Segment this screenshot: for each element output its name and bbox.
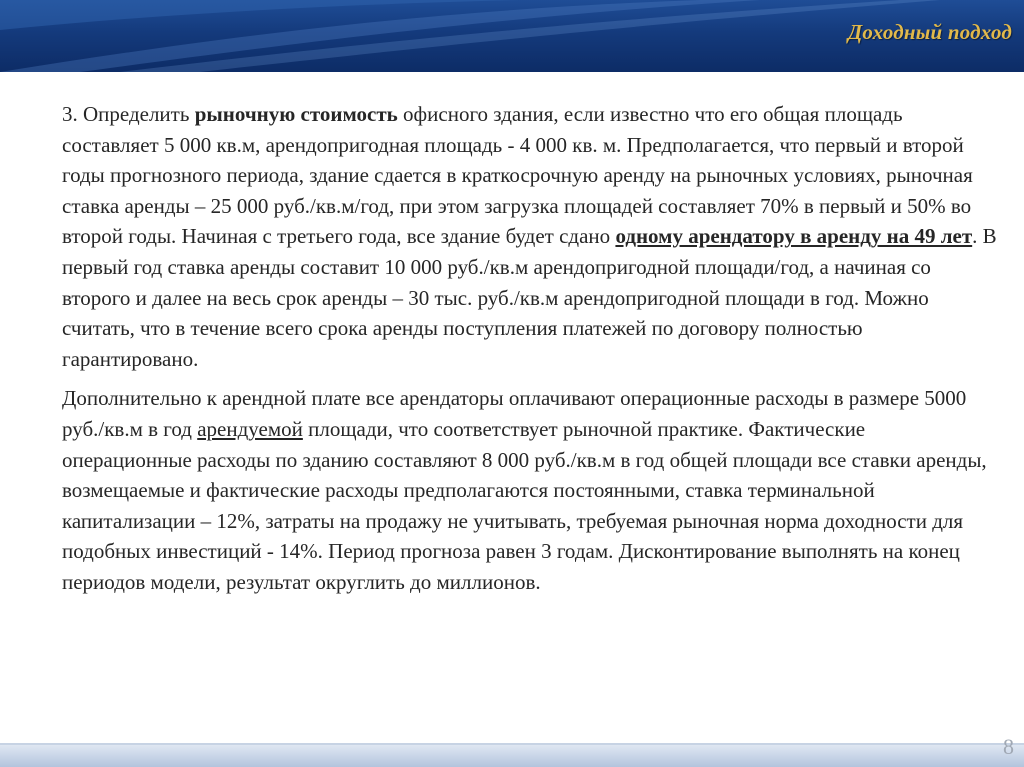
underlined-word-rented: арендуемой xyxy=(197,416,303,441)
paragraph-text: офисного здания, если известно что его общая площадь составляет 5 000 кв.м, арендопригодная площадь - 4 000 кв. м. Предполагается, что первый и второй годы прогнозного периода, здание сдается в краткосрочную аренду на рыночных условиях, рыночная ставка аренды – 25 000 руб./кв.м/год, при этом загрузка площадей составляет 70% в первый и 50% во второй годы. Начиная с третьего года, все здание будет сдано xyxy=(62,102,973,249)
task-paragraph xyxy=(62,99,997,374)
bold-phrase-market-value: рыночную стоимость xyxy=(194,102,398,126)
conditions-paragraph xyxy=(62,383,997,597)
slide-header-banner xyxy=(0,0,1024,72)
slide-body xyxy=(62,99,997,598)
paragraph-text: Дополнительно к арендной плате все арендаторы оплачивают операционные расходы в размере 5000 руб./кв.м в год xyxy=(62,386,967,441)
paragraph-text: . В первый год ставка аренды составит 10 000 руб./кв.м арендопригодной площади/год, а начиная со второго и далее на весь срок аренды – 30 тыс. руб./кв.м арендопригодной площади в год. Можно считать, что в течение всего срока аренды поступления платежей по договору полностью гарантировано. xyxy=(62,224,997,371)
bold-underlined-phrase-tenant: одному арендатору в аренду на 49 лет xyxy=(615,224,973,249)
paragraph-text: 3. Определить xyxy=(62,102,195,126)
page-number: 8 xyxy=(1003,734,1014,759)
slide-footer-bar xyxy=(0,745,1024,767)
slide-title: Доходный подход xyxy=(847,20,1012,44)
paragraph-text: площади, что соответствует рыночной практике. Фактические операционные расходы по зданию составляют 8 000 руб./кв.м в год общей площади все ставки аренды, возмещаемые и фактические расходы предполагаются постоянными, ставка терминальной капитализации – 12%, затраты на продажу не учитывать, требуемая рыночная норма доходности для подобных инвестиций - 14%. Период прогноза равен 3 годам. Дисконтирование выполнять на конец периодов модели, результат округлить до миллионов. xyxy=(62,416,987,594)
